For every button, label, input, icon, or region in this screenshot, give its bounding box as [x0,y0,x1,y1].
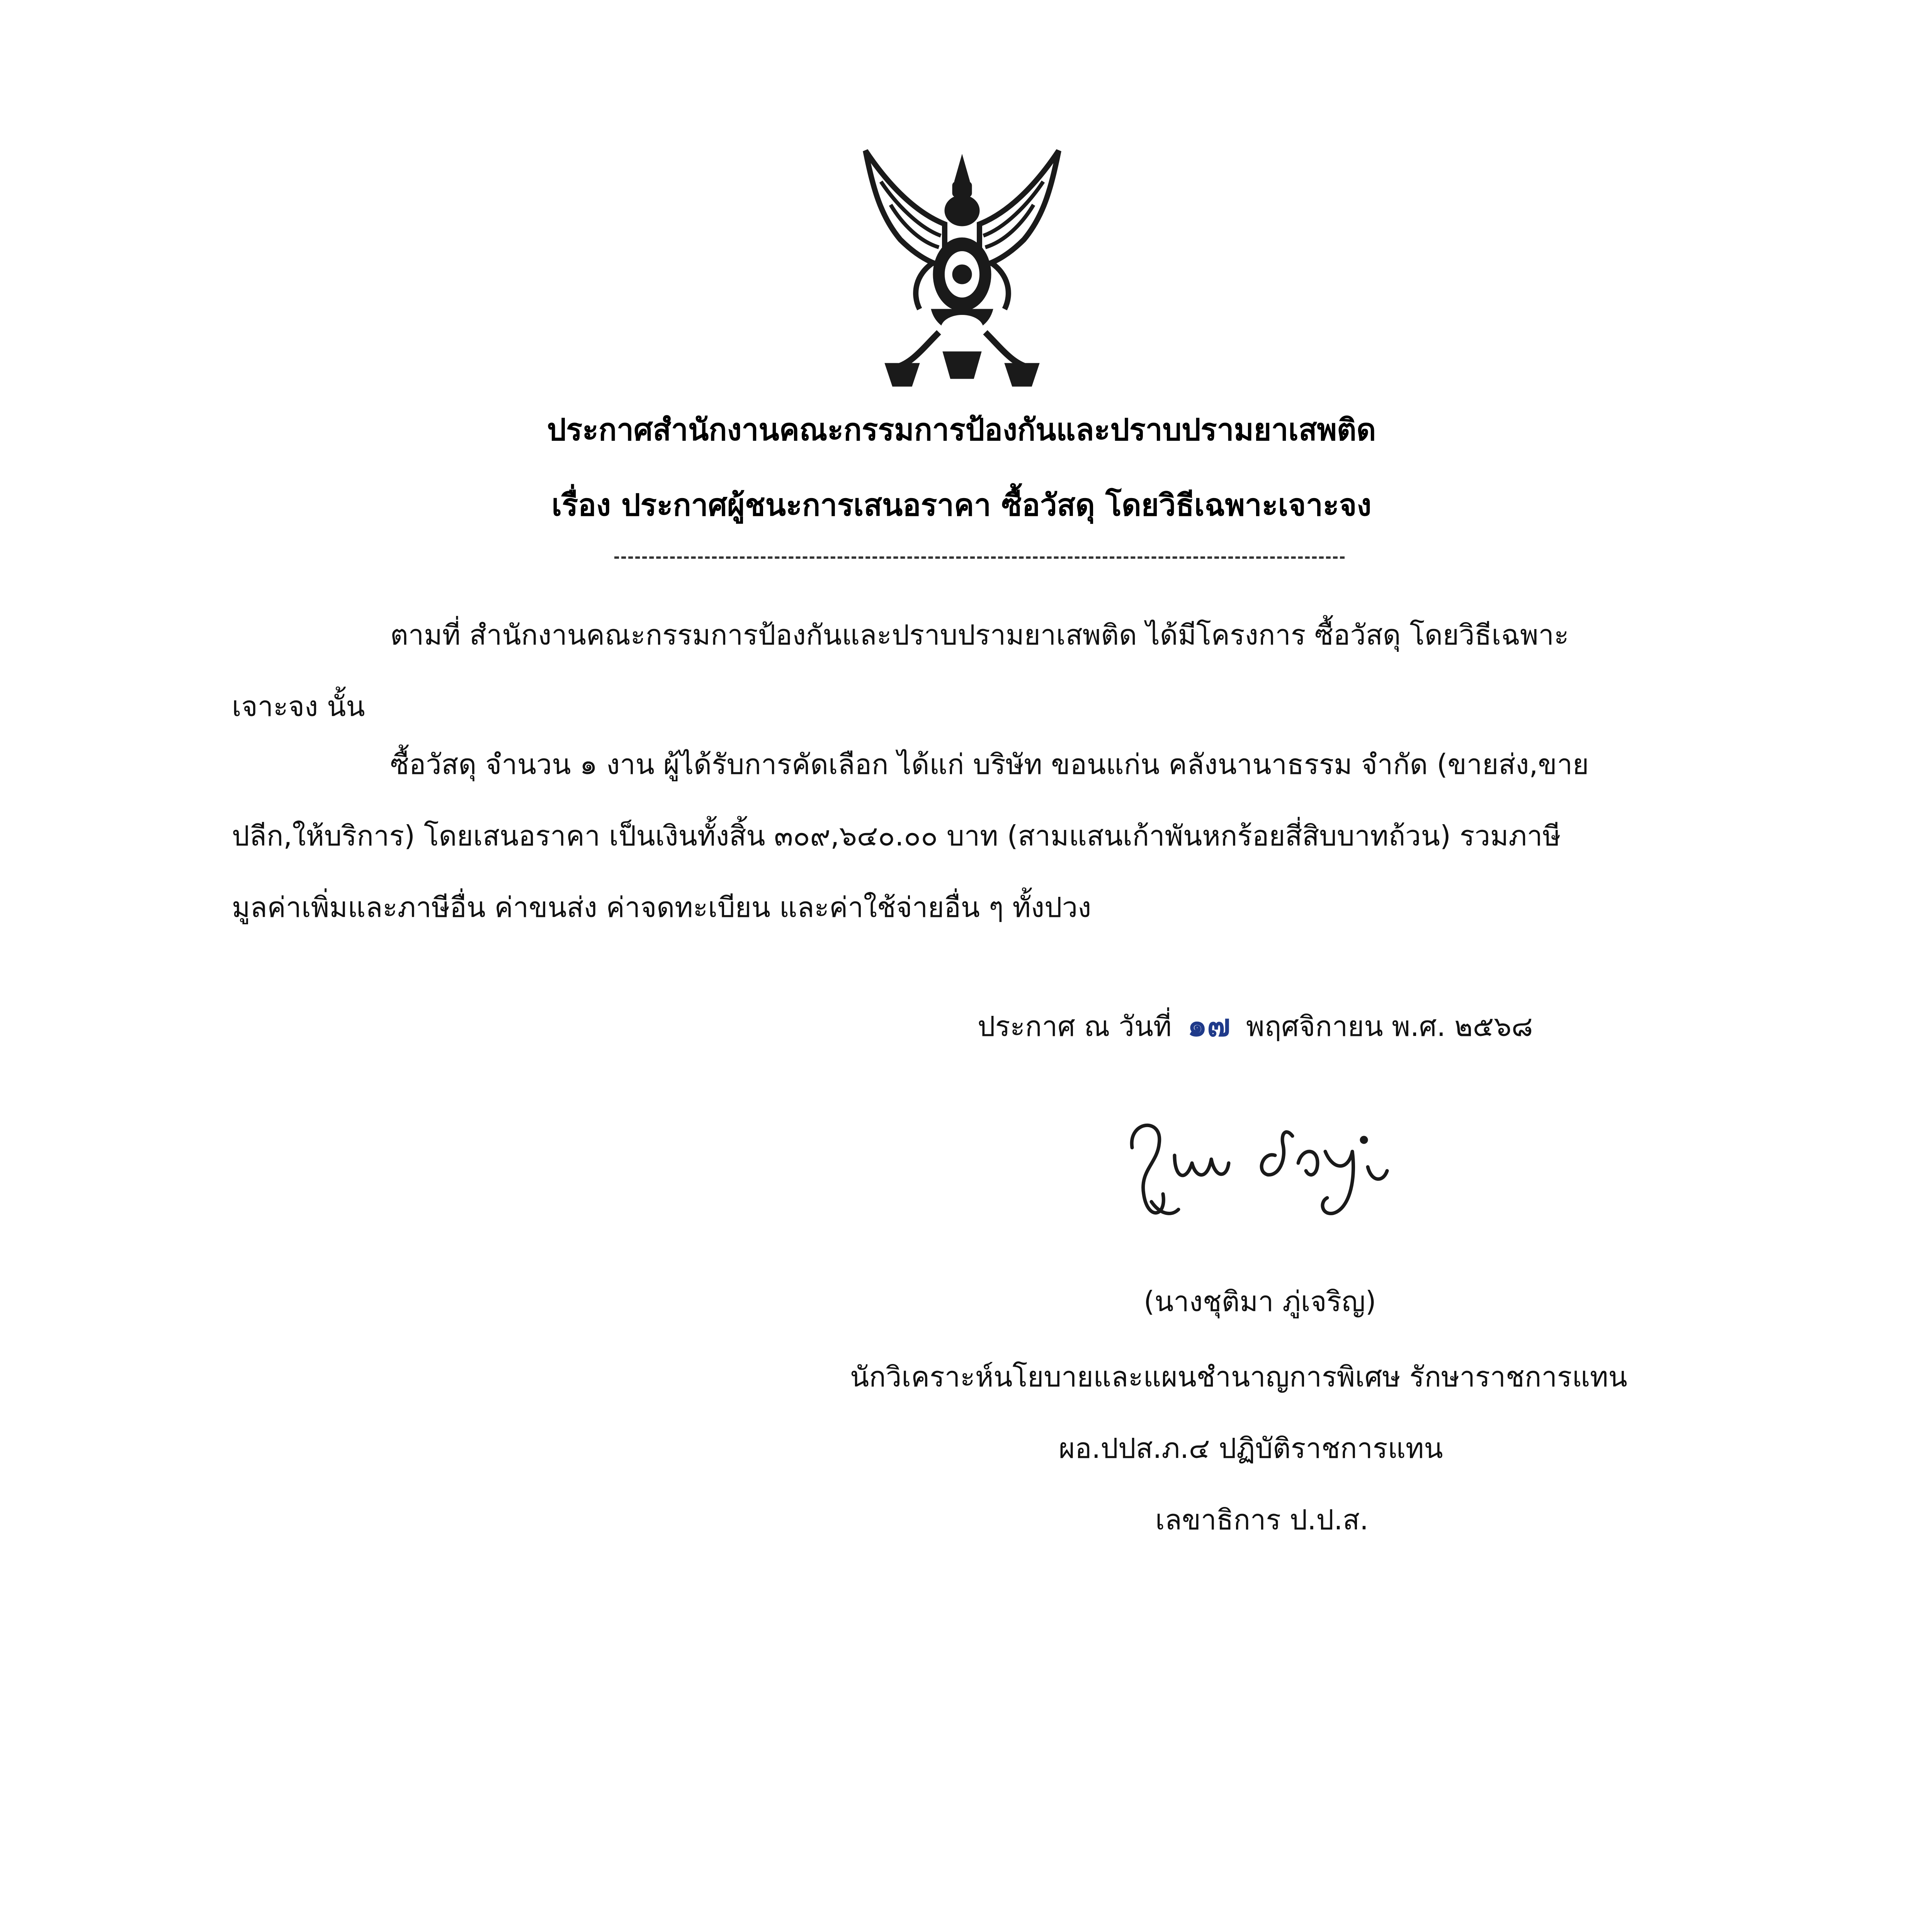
signatory-position: เลขาธิการ ป.ป.ส. [1155,1503,1369,1536]
signatory-position: นักวิเคราะห์นโยบายและแผนชำนาญการพิเศษ รักษาราชการแทน [850,1361,1627,1393]
announcement-date [978,1001,1533,1050]
date-month-year: พฤศจิกายน พ.ศ. ๒๕๖๘ [1246,1010,1533,1043]
body-line: ตามที่ สำนักงานคณะกรรมการป้องกันและปราบปรามยาเสพติด ได้มีโครงการ ซื้อวัสดุ โดยวิธีเฉพาะ [390,619,1569,651]
date-prefix: ประกาศ ณ วันที่ [978,1010,1172,1043]
garuda-emblem-icon [854,147,1070,394]
body-line: ปลีก,ให้บริการ) โดยเสนอราคา เป็นเงินทั้งสิ้น ๓๐๙,๖๔๐.๐๐ บาท (สามแสนเก้าพันหกร้อยสี่สิบบาทถ้วน) รวมภาษี [232,820,1561,852]
date-day: ๑๗ [1187,1007,1231,1043]
body-line: เจาะจง นั้น [232,690,365,723]
subject-line: เรื่อง ประกาศผู้ชนะการเสนอราคา ซื้อวัสดุ โดยวิธีเฉพาะเจาะจง [551,488,1372,523]
body-line: มูลค่าเพิ่มและภาษีอื่น ค่าขนส่ง ค่าจดทะเบียน และค่าใช้จ่ายอื่น ๆ ทั้งปวง [232,891,1092,923]
signatory-position: ผอ.ปปส.ภ.๔ ปฏิบัติราชการแทน [1059,1432,1443,1464]
page-title: ประกาศสำนักงานคณะกรรมการป้องกันและปราบปรามยาเสพติด [547,413,1376,447]
handwritten-signature [1117,1105,1410,1244]
signatory-name: (นางชุติมา ภู่เจริญ) [1144,1285,1376,1318]
body-line: ซื้อวัสดุ จำนวน ๑ งาน ผู้ได้รับการคัดเลือก ได้แก่ บริษัท ขอนแก่น คลังนานาธรรม จำกัด (ขายส่ง,ขาย [390,748,1589,781]
divider [614,556,1345,559]
